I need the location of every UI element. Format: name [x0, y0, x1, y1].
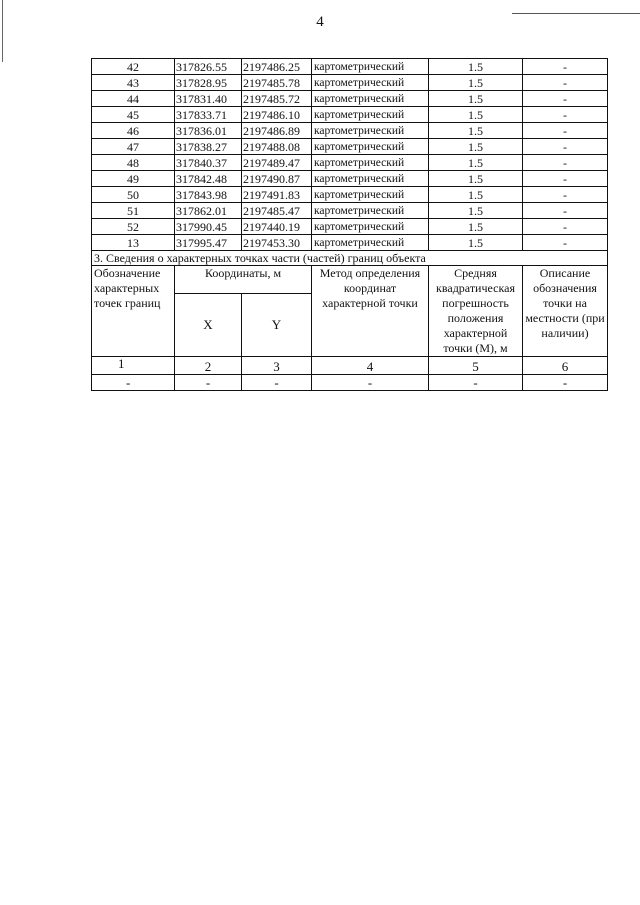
point-number: 45: [92, 107, 175, 123]
point-number: 44: [92, 91, 175, 107]
coord-x: 317995.47: [175, 235, 242, 251]
point-rows: [92, 59, 608, 251]
table-row: [92, 187, 608, 203]
method-cell: картометрический: [312, 139, 429, 155]
table-row: [92, 59, 608, 75]
error-cell: 1.5: [429, 235, 523, 251]
point-number: 43: [92, 75, 175, 91]
error-cell: 1.5: [429, 219, 523, 235]
coord-x: 317836.01: [175, 123, 242, 139]
point-number: 51: [92, 203, 175, 219]
point-number: 47: [92, 139, 175, 155]
method-cell: картометрический: [312, 235, 429, 251]
header-x: X: [175, 294, 242, 357]
description-cell: -: [523, 203, 608, 219]
column-number: 4: [312, 357, 429, 375]
coord-y: 2197486.25: [242, 59, 312, 75]
description-cell: -: [523, 219, 608, 235]
coord-x: 317990.45: [175, 219, 242, 235]
error-cell: 1.5: [429, 155, 523, 171]
description-cell: -: [523, 123, 608, 139]
empty-cell: -: [92, 375, 175, 391]
table-row: [92, 123, 608, 139]
method-cell: картометрический: [312, 59, 429, 75]
method-cell: картометрический: [312, 203, 429, 219]
boundary-points-table: [91, 58, 608, 391]
column-number: 1: [92, 357, 175, 375]
header-y: Y: [242, 294, 312, 357]
table-row: [92, 139, 608, 155]
coord-y: 2197440.19: [242, 219, 312, 235]
method-cell: картометрический: [312, 171, 429, 187]
coord-x: 317843.98: [175, 187, 242, 203]
table-row: [92, 235, 608, 251]
table-row: [92, 171, 608, 187]
error-cell: 1.5: [429, 123, 523, 139]
point-number: 42: [92, 59, 175, 75]
column-number: 6: [523, 357, 608, 375]
point-number: 52: [92, 219, 175, 235]
empty-cell: -: [429, 375, 523, 391]
method-cell: картометрический: [312, 123, 429, 139]
point-number: 46: [92, 123, 175, 139]
table-row: [92, 91, 608, 107]
coord-x: 317831.40: [175, 91, 242, 107]
header-method: Метод определения координат характерной точки: [312, 266, 429, 357]
description-cell: -: [523, 75, 608, 91]
table-row: [92, 219, 608, 235]
error-cell: 1.5: [429, 107, 523, 123]
empty-cell: -: [523, 375, 608, 391]
method-cell: картометрический: [312, 91, 429, 107]
empty-cell: -: [242, 375, 312, 391]
coord-x: 317840.37: [175, 155, 242, 171]
description-cell: -: [523, 235, 608, 251]
error-cell: 1.5: [429, 59, 523, 75]
column-number: 5: [429, 357, 523, 375]
coord-x: 317833.71: [175, 107, 242, 123]
method-cell: картометрический: [312, 219, 429, 235]
page-number: 4: [316, 14, 324, 30]
description-cell: -: [523, 139, 608, 155]
section-3-title: 3. Сведения о характерных точках части (частей) границ объекта: [92, 251, 608, 266]
point-number: 49: [92, 171, 175, 187]
coord-y: 2197486.10: [242, 107, 312, 123]
error-cell: 1.5: [429, 139, 523, 155]
description-cell: -: [523, 91, 608, 107]
error-cell: 1.5: [429, 75, 523, 91]
method-cell: картометрический: [312, 187, 429, 203]
description-cell: -: [523, 107, 608, 123]
error-cell: 1.5: [429, 203, 523, 219]
column-number: 2: [175, 357, 242, 375]
error-cell: 1.5: [429, 187, 523, 203]
coord-x: 317826.55: [175, 59, 242, 75]
error-cell: 1.5: [429, 91, 523, 107]
table-row: [92, 155, 608, 171]
header-description: Описание обозначения точки на местности (при наличии): [523, 266, 608, 357]
header-designation: Обозначение характерных точек границ: [92, 266, 175, 357]
coord-y: 2197488.08: [242, 139, 312, 155]
table-row: [92, 203, 608, 219]
coord-y: 2197485.78: [242, 75, 312, 91]
section-3: [92, 251, 608, 391]
scan-edge-line: [2, 0, 3, 62]
header-coordinates: Координаты, м: [175, 266, 312, 294]
description-cell: -: [523, 155, 608, 171]
coord-y: 2197489.47: [242, 155, 312, 171]
empty-cell: -: [312, 375, 429, 391]
coord-x: 317842.48: [175, 171, 242, 187]
coord-y: 2197490.87: [242, 171, 312, 187]
point-number: 50: [92, 187, 175, 203]
description-cell: -: [523, 187, 608, 203]
point-number: 13: [92, 235, 175, 251]
method-cell: картометрический: [312, 155, 429, 171]
coord-x: 317862.01: [175, 203, 242, 219]
header-error: Средняя квадратическая погрешность положения характерной точки (M), м: [429, 266, 523, 357]
coord-y: 2197453.30: [242, 235, 312, 251]
coord-x: 317838.27: [175, 139, 242, 155]
coord-y: 2197491.83: [242, 187, 312, 203]
point-number: 48: [92, 155, 175, 171]
error-cell: 1.5: [429, 171, 523, 187]
coord-x: 317828.95: [175, 75, 242, 91]
coord-y: 2197486.89: [242, 123, 312, 139]
table-row: [92, 107, 608, 123]
method-cell: картометрический: [312, 107, 429, 123]
column-number: 3: [242, 357, 312, 375]
description-cell: -: [523, 171, 608, 187]
coord-y: 2197485.72: [242, 91, 312, 107]
method-cell: картометрический: [312, 75, 429, 91]
description-cell: -: [523, 59, 608, 75]
empty-cell: -: [175, 375, 242, 391]
coord-y: 2197485.47: [242, 203, 312, 219]
empty-data-row: [92, 375, 608, 391]
table-row: [92, 75, 608, 91]
